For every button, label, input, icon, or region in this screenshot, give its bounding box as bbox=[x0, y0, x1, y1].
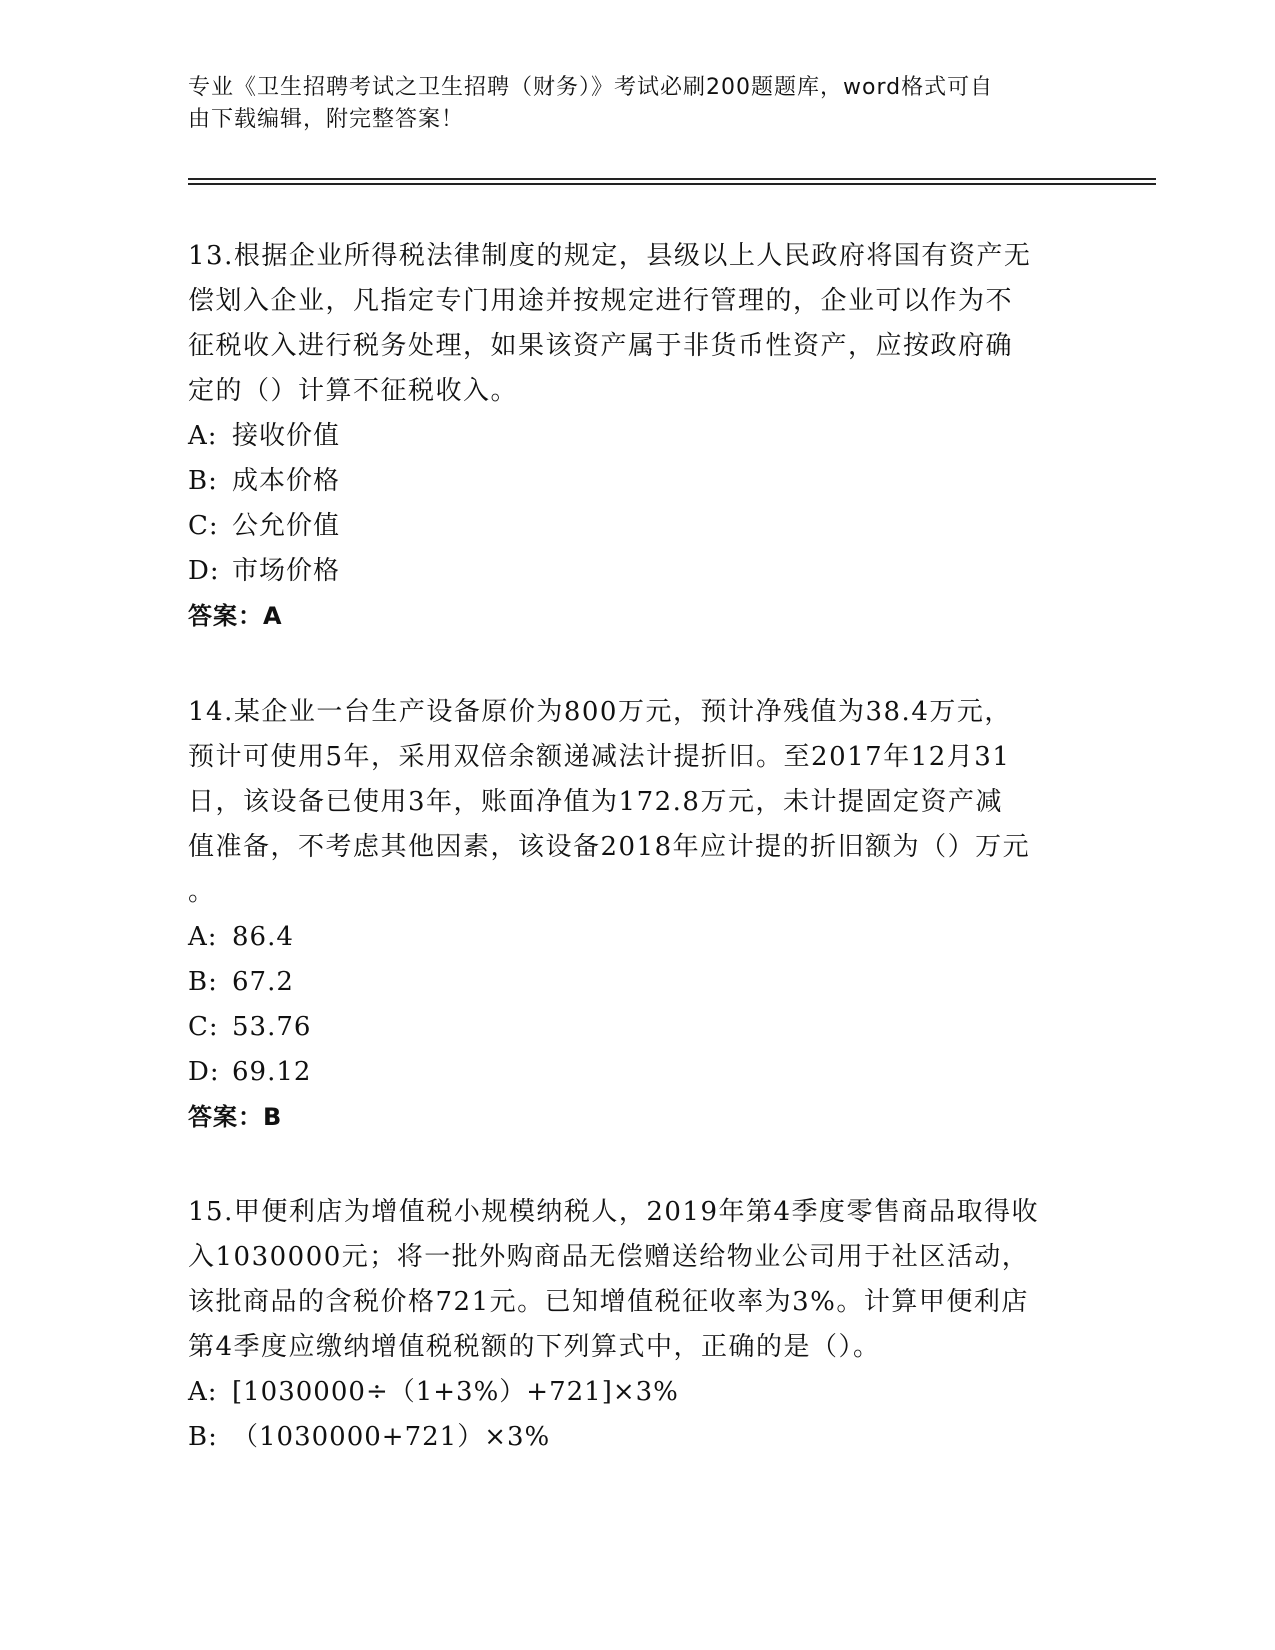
question-stem bbox=[188, 234, 1088, 414]
stem-line: 日，该设备已使用3年，账面净值为172.8万元，未计提固定资产减 bbox=[188, 787, 1003, 817]
stem-line: 定的（）计算不征税收入。 bbox=[188, 376, 519, 406]
option-letter: D: bbox=[188, 1057, 220, 1087]
option-letter: B: bbox=[188, 967, 218, 997]
option-letter: A: bbox=[188, 922, 218, 952]
option-b bbox=[188, 1415, 1088, 1460]
stem-line: 14.某企业一台生产设备原价为800万元，预计净残值为38.4万元， bbox=[188, 697, 1012, 727]
question-stem bbox=[188, 1190, 1088, 1370]
question-13 bbox=[188, 234, 1088, 639]
option-b bbox=[188, 459, 1088, 504]
option-c bbox=[188, 1005, 1088, 1050]
stem-line: 13.根据企业所得税法律制度的规定，县级以上人民政府将国有资产无 bbox=[188, 241, 1032, 271]
stem-line: 入1030000元；将一批外购商品无偿赠送给物业公司用于社区活动， bbox=[188, 1242, 1030, 1272]
option-text: [1030000÷（1+3%）+721]×3% bbox=[232, 1377, 679, 1407]
stem-line: 预计可使用5年，采用双倍余额递减法计提折旧。至2017年12月31 bbox=[188, 742, 1011, 772]
question-stem bbox=[188, 690, 1088, 915]
option-c bbox=[188, 504, 1088, 549]
answer-line: 答案：B bbox=[188, 1103, 283, 1131]
option-letter: A: bbox=[188, 421, 218, 451]
stem-line: 15.甲便利店为增值税小规模纳税人，2019年第4季度零售商品取得收 bbox=[188, 1197, 1040, 1227]
question-15 bbox=[188, 1190, 1088, 1460]
option-text: 67.2 bbox=[232, 967, 294, 997]
stem-line: 第4季度应缴纳增值税税额的下列算式中，正确的是（）。 bbox=[188, 1332, 881, 1362]
option-letter: D: bbox=[188, 556, 220, 586]
option-text: 成本价格 bbox=[232, 466, 341, 496]
option-text: 市场价格 bbox=[232, 556, 341, 586]
header-line: 专业《卫生招聘考试之卫生招聘（财务）》考试必刷200题题库，word格式可自 bbox=[188, 75, 994, 100]
stem-line: 征税收入进行税务处理，如果该资产属于非货币性资产，应按政府确 bbox=[188, 331, 1014, 361]
option-letter: C: bbox=[188, 1012, 219, 1042]
option-text: 86.4 bbox=[232, 922, 294, 952]
option-text: 69.12 bbox=[232, 1057, 312, 1087]
option-a bbox=[188, 414, 1088, 459]
question-14 bbox=[188, 690, 1088, 1140]
option-text: 接收价值 bbox=[232, 421, 341, 451]
option-text: （1030000+721）×3% bbox=[232, 1422, 551, 1452]
answer-line: 答案：A bbox=[188, 602, 283, 630]
option-letter: B: bbox=[188, 466, 218, 496]
stem-line: 偿划入企业，凡指定专门用途并按规定进行管理的，企业可以作为不 bbox=[188, 286, 1014, 316]
stem-line: 。 bbox=[188, 877, 216, 907]
option-letter: B: bbox=[188, 1422, 218, 1452]
option-text: 53.76 bbox=[232, 1012, 312, 1042]
header-divider bbox=[188, 178, 1156, 180]
option-text: 公允价值 bbox=[232, 511, 341, 541]
option-a bbox=[188, 1370, 1088, 1415]
option-letter: A: bbox=[188, 1377, 218, 1407]
option-d bbox=[188, 549, 1088, 594]
option-d bbox=[188, 1050, 1088, 1095]
option-letter: C: bbox=[188, 511, 219, 541]
option-a bbox=[188, 915, 1088, 960]
header-line: 由下载编辑，附完整答案！ bbox=[188, 107, 465, 132]
header-divider bbox=[188, 183, 1156, 185]
document-header bbox=[188, 72, 1068, 136]
option-b bbox=[188, 960, 1088, 1005]
stem-line: 该批商品的含税价格721元。已知增值税征收率为3%。计算甲便利店 bbox=[188, 1287, 1029, 1317]
stem-line: 值准备，不考虑其他因素，该设备2018年应计提的折旧额为（）万元 bbox=[188, 832, 1031, 862]
